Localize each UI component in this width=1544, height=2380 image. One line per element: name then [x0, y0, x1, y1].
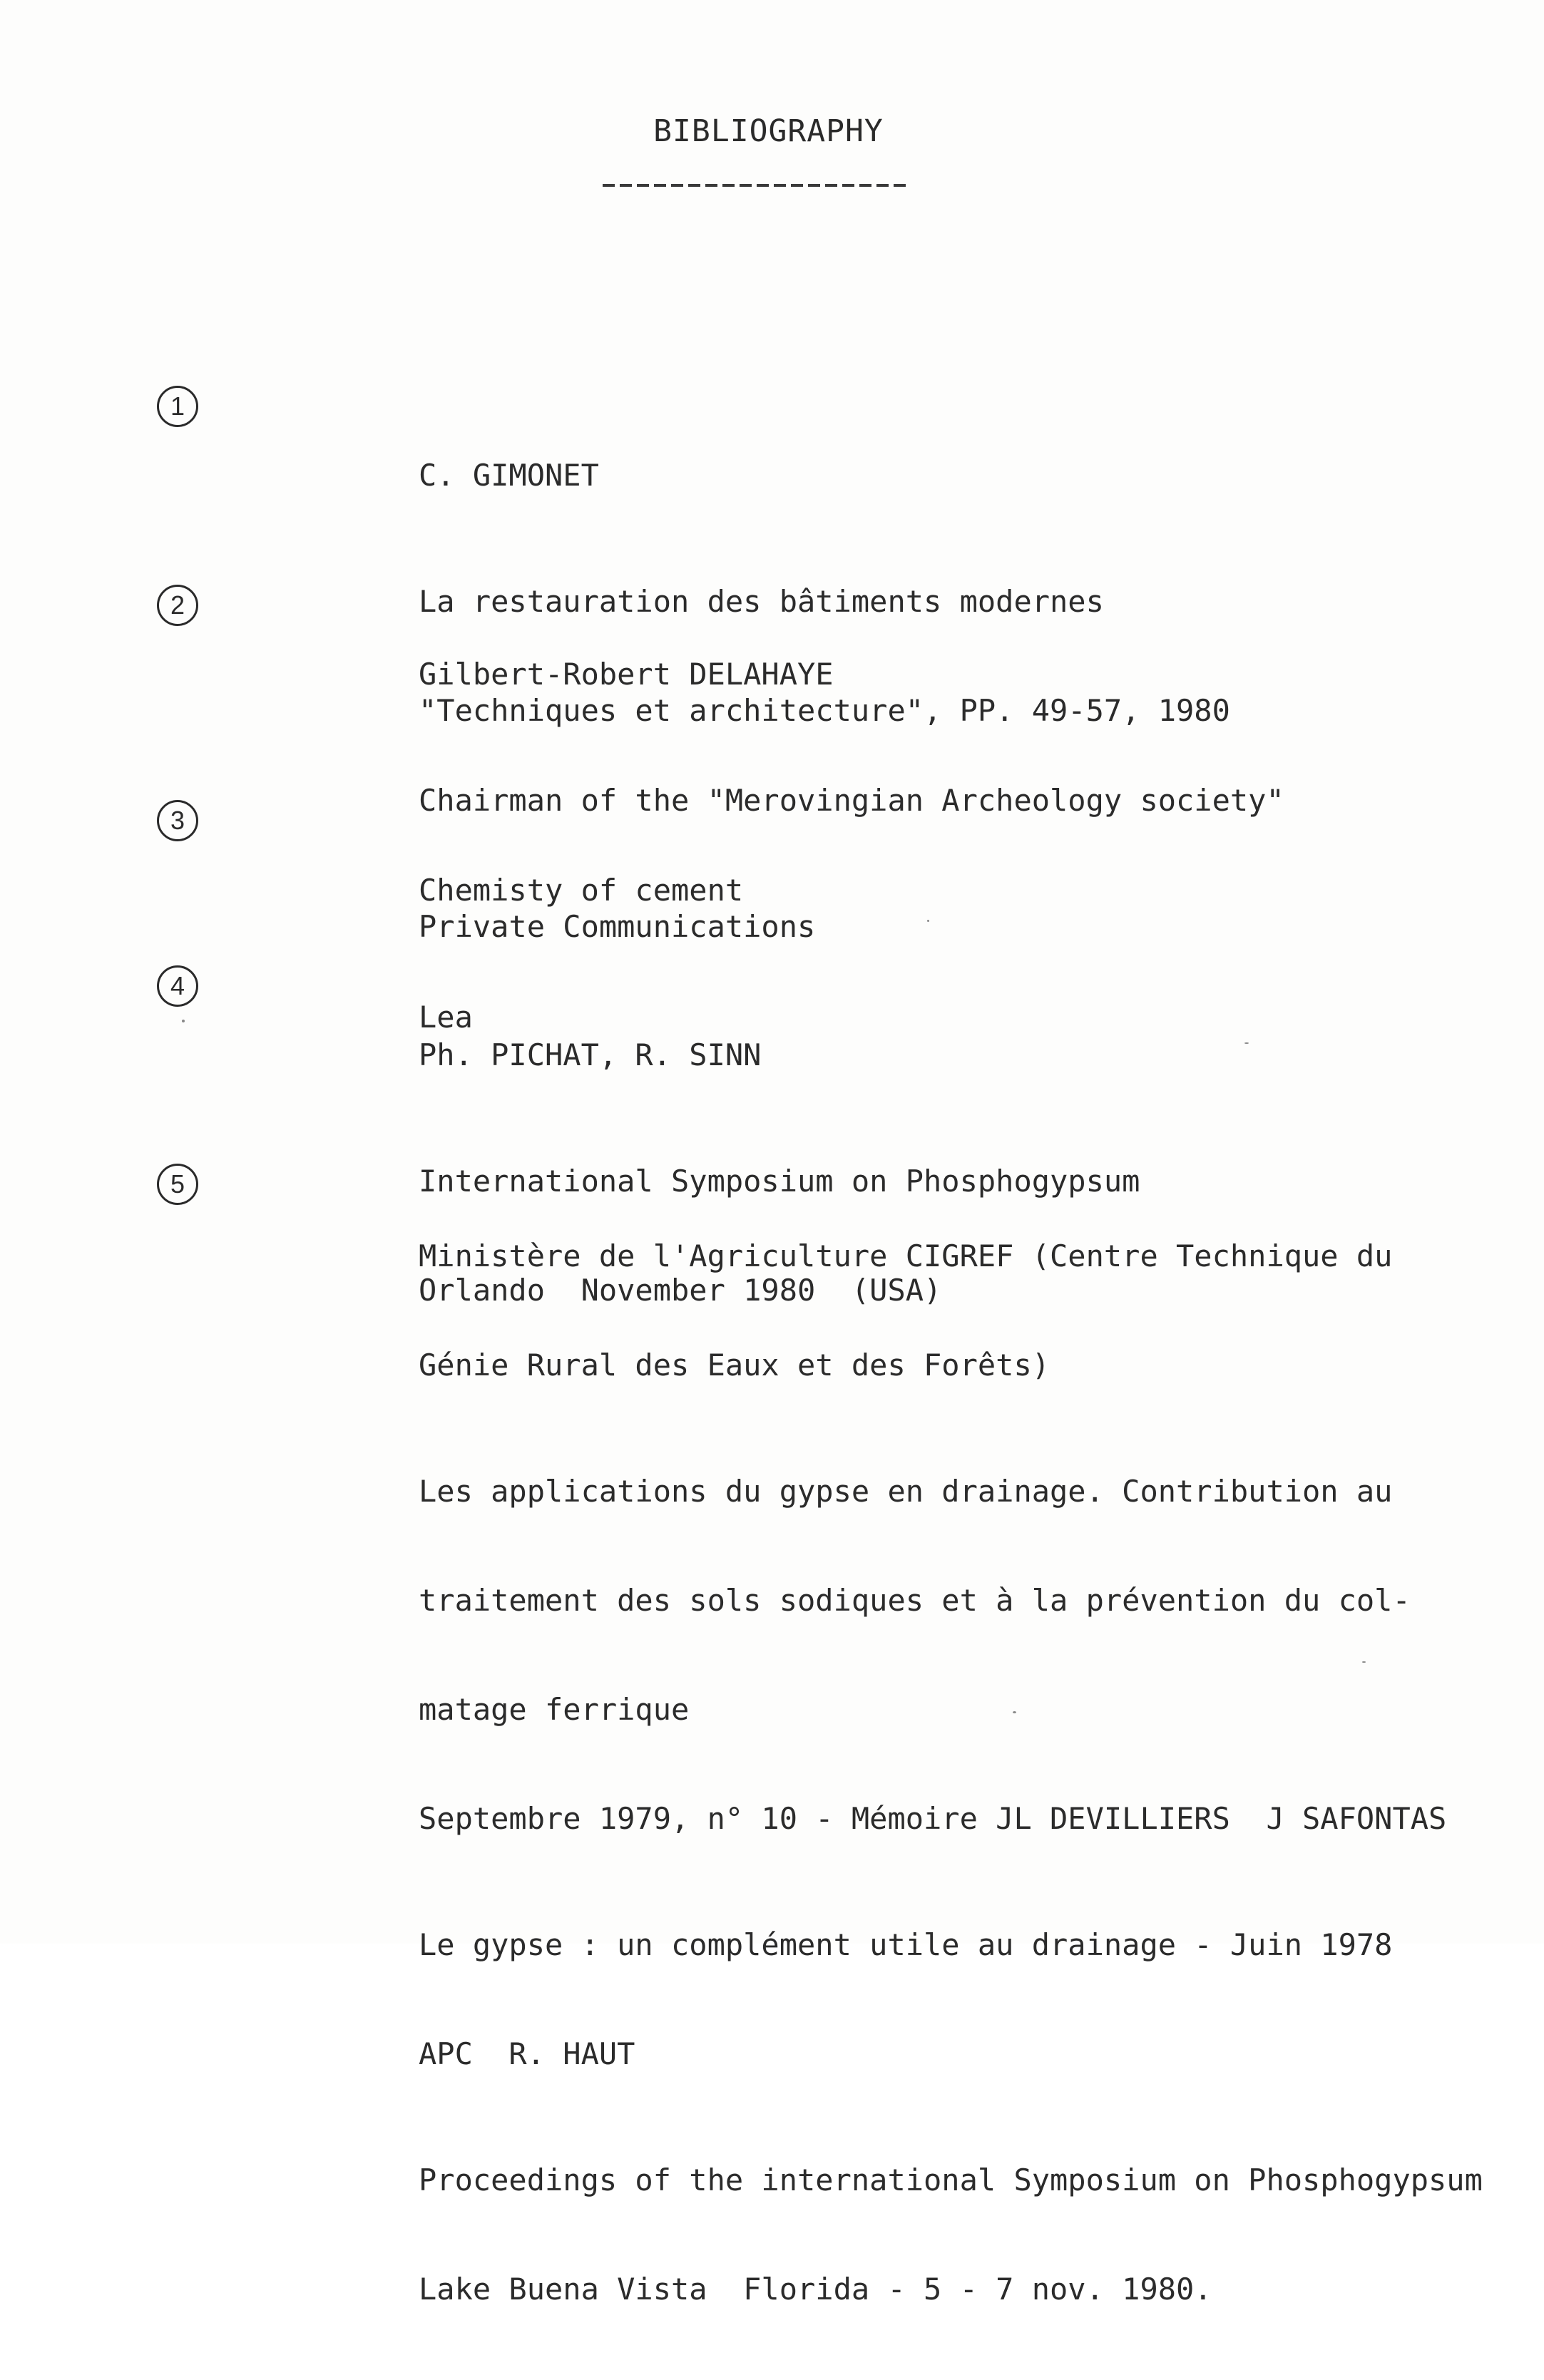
reference-2-line: Chairman of the "Merovingian Archeology society" — [419, 783, 1284, 818]
reference-2-author: Gilbert-Robert DELAHAYE — [419, 657, 834, 692]
underline-dash — [740, 184, 752, 187]
reference-5-line: Proceedings of the international Symposium on Phosphogypsum — [419, 2163, 1483, 2197]
scan-speck — [182, 1020, 185, 1022]
scan-speck — [1362, 1661, 1366, 1663]
reference-5-line: Le gypse : un complément utile au drainage - Juin 1978 — [419, 1927, 1393, 1962]
reference-1-line: La restauration des bâtiments modernes — [419, 584, 1104, 619]
reference-1-line: "Techniques et architecture", PP. 49-57, 1980 — [419, 693, 1230, 728]
underline-dash — [791, 184, 803, 187]
underline-dash — [842, 184, 854, 187]
reference-number-3: 3 — [157, 800, 198, 841]
underline-dash — [722, 184, 735, 187]
title-underline — [603, 182, 909, 189]
page-title: BIBLIOGRAPHY — [653, 113, 884, 149]
underline-dash — [894, 184, 906, 187]
underline-dash — [637, 184, 649, 187]
reference-4-author: Ph. PICHAT, R. SINN — [419, 1037, 762, 1072]
reference-number-4: 4 — [157, 965, 198, 1007]
reference-5-line: Ministère de l'Agriculture CIGREF (Centre Technique du — [419, 1238, 1393, 1273]
underline-dash — [757, 184, 769, 187]
underline-dash — [654, 184, 666, 187]
underline-dash — [705, 184, 717, 187]
underline-dash — [688, 184, 700, 187]
reference-4-line: Orlando November 1980 (USA) — [419, 1273, 942, 1308]
reference-1-author: C. GIMONET — [419, 458, 599, 493]
scan-speck — [927, 920, 929, 922]
underline-dash — [620, 184, 632, 187]
underline-dash — [825, 184, 837, 187]
reference-5-line: Génie Rural des Eaux et des Forêts) — [419, 1348, 1050, 1383]
reference-3-line: Lea — [419, 1000, 473, 1035]
reference-5-line: Lake Buena Vista Florida - 5 - 7 nov. 1980. — [419, 2272, 1212, 2307]
reference-5-line: Septembre 1979, n° 10 - Mémoire JL DEVILLIERS J SAFONTAS — [419, 1801, 1447, 1836]
title-underline-dashes — [603, 182, 909, 187]
scan-speck — [1244, 1042, 1249, 1044]
reference-number-5: 5 — [157, 1164, 198, 1205]
reference-number-1: 1 — [157, 386, 198, 427]
underline-dash — [808, 184, 820, 187]
scan-speck — [1013, 1711, 1016, 1713]
reference-5 — [419, 1165, 1531, 2380]
reference-4-line: International Symposium on Phosphogypsum — [419, 1164, 1140, 1199]
underline-dash — [603, 184, 615, 187]
reference-5-line: matage ferrique — [419, 1692, 690, 1727]
reference-2-line: Private Communications — [419, 909, 816, 944]
underline-dash — [774, 184, 786, 187]
reference-number-2: 2 — [157, 585, 198, 626]
underline-dash — [876, 184, 889, 187]
underline-dash — [671, 184, 683, 187]
reference-5-line: APC R. HAUT — [419, 2036, 635, 2071]
reference-5-line: traitement des sols sodiques et à la prévention du col- — [419, 1583, 1411, 1618]
reference-3-title: Chemisty of cement — [419, 873, 744, 908]
reference-5-line: Les applications du gypse en drainage. Contribution au — [419, 1474, 1393, 1509]
underline-dash — [859, 184, 871, 187]
